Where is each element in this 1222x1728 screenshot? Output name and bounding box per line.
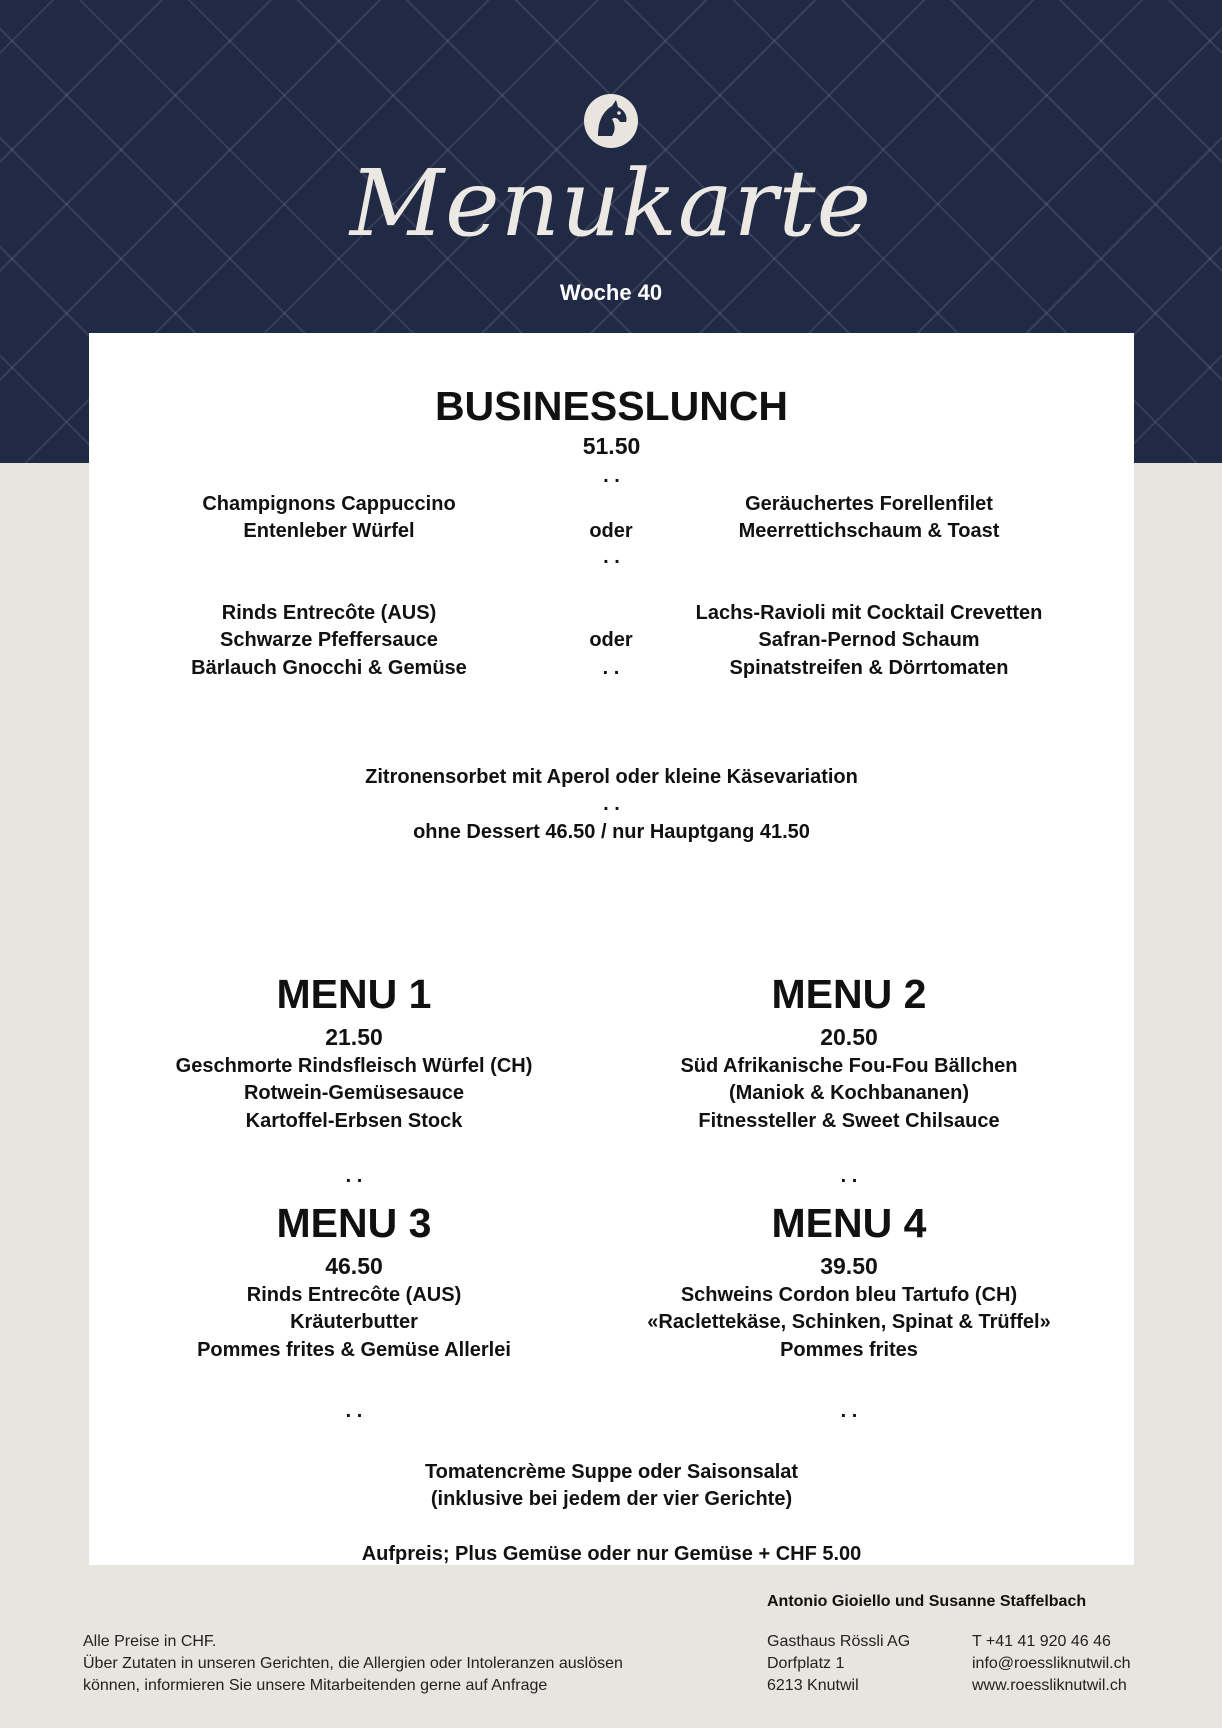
phone-number: T +41 41 920 46 46: [972, 1633, 1111, 1650]
email-address: info@roessliknutwil.ch: [972, 1655, 1131, 1672]
sides-line-2: (inklusive bei jedem der vier Gerichte): [430, 1488, 793, 1510]
week-label: Woche 40: [559, 280, 663, 305]
address-line: 6213 Knutwil: [767, 1677, 859, 1694]
menu-2-line-2: (Maniok & Kochbananen): [728, 1082, 969, 1104]
footer-address: [767, 1631, 910, 1697]
main-left-line-3: Bärlauch Gnocchi & Gemüse: [191, 657, 467, 679]
menu-4-line-3: Pommes frites: [780, 1339, 918, 1361]
surcharge-line: Aufpreis; Plus Gemüse oder nur Gemüse + CHF 5.00: [361, 1543, 862, 1565]
menu-1-price: 21.50: [325, 1024, 383, 1050]
menu-2-price: 20.50: [820, 1024, 878, 1050]
starter-right-line-2: Meerrettichschaum & Toast: [738, 520, 1000, 542]
menu-3-line-1: Rinds Entrecôte (AUS): [246, 1284, 462, 1306]
footer-note-line: Über Zutaten in unseren Gerichten, die Allergien oder Intoleranzen auslösen: [83, 1655, 623, 1672]
main-right-line-1: Lachs-Ravioli mit Cocktail Crevetten: [695, 602, 1043, 624]
businesslunch-title: BUSINESSLUNCH: [434, 383, 789, 429]
separator-dots: . .: [602, 657, 620, 679]
footer-note-line: können, informieren Sie unsere Mitarbeitenden gerne auf Anfrage: [83, 1677, 548, 1694]
separator-dots: . .: [840, 1400, 858, 1422]
starter-oder: oder: [589, 520, 633, 542]
main-left-line-2: Schwarze Pfeffersauce: [220, 629, 438, 651]
footer-notes: [83, 1631, 623, 1697]
menu-1-line-2: Rotwein-Gemüsesauce: [243, 1082, 465, 1104]
menu-1-line-3: Kartoffel-Erbsen Stock: [245, 1110, 463, 1132]
website-url: www.roessliknutwil.ch: [972, 1677, 1127, 1694]
separator-dots: . .: [603, 546, 620, 568]
menu-2-title: MENU 2: [771, 971, 927, 1017]
menu-3-price: 46.50: [325, 1253, 383, 1279]
separator-dots: . .: [603, 465, 620, 487]
starter-left-line-1: Champignons Cappuccino: [202, 493, 456, 515]
menu-1-title: MENU 1: [276, 971, 432, 1017]
main-oder: oder: [589, 629, 633, 651]
menu-3-title: MENU 3: [276, 1200, 432, 1246]
horse-head-icon: [582, 92, 640, 150]
starter-right-line-1: Geräuchertes Forellenfilet: [745, 493, 993, 515]
main-right-line-2: Safran-Pernod Schaum: [758, 629, 980, 651]
main-right-line-3: Spinatstreifen & Dörrtomaten: [729, 657, 1009, 679]
menu-3-line-2: Kräuterbutter: [290, 1311, 418, 1333]
separator-dots: . .: [840, 1165, 858, 1187]
main-left-line-1: Rinds Entrecôte (AUS): [221, 602, 437, 624]
separator-dots: . .: [603, 793, 620, 815]
footer-note-line: Alle Preise in CHF.: [83, 1633, 217, 1650]
separator-dots: . .: [345, 1165, 363, 1187]
menu-4-price: 39.50: [820, 1253, 878, 1279]
menu-card-title: Menukarte: [349, 150, 873, 257]
menu-1-line-1: Geschmorte Rindsfleisch Würfel (CH): [175, 1055, 533, 1077]
price-variants: ohne Dessert 46.50 / nur Hauptgang 41.50: [413, 821, 810, 843]
starter-left-line-2: Entenleber Würfel: [243, 520, 415, 542]
address-line: Dorfplatz 1: [767, 1655, 845, 1672]
hosts-line: Antonio Gioiello und Susanne Staffelbach: [767, 1593, 1087, 1610]
dessert-line: Zitronensorbet mit Aperol oder kleine Käsevariation: [365, 766, 858, 788]
footer-contact: [972, 1631, 1131, 1697]
menu-card: [89, 333, 1134, 1565]
menu-4-line-2: «Raclettekäse, Schinken, Spinat & Trüffel»: [647, 1311, 1051, 1333]
menu-4-title: MENU 4: [771, 1200, 927, 1246]
sides-line-1: Tomatencrème Suppe oder Saisonsalat: [424, 1461, 799, 1483]
menu-2-line-1: Süd Afrikanische Fou-Fou Bällchen: [680, 1055, 1018, 1077]
separator-dots: . .: [345, 1400, 363, 1422]
address-line: Gasthaus Rössli AG: [767, 1633, 911, 1650]
menu-3-line-3: Pommes frites & Gemüse Allerlei: [197, 1339, 511, 1361]
menu-2-line-3: Fitnessteller & Sweet Chilsauce: [698, 1110, 1000, 1132]
businesslunch-price: 51.50: [582, 433, 641, 459]
menu-4-line-1: Schweins Cordon bleu Tartufo (CH): [680, 1284, 1018, 1306]
